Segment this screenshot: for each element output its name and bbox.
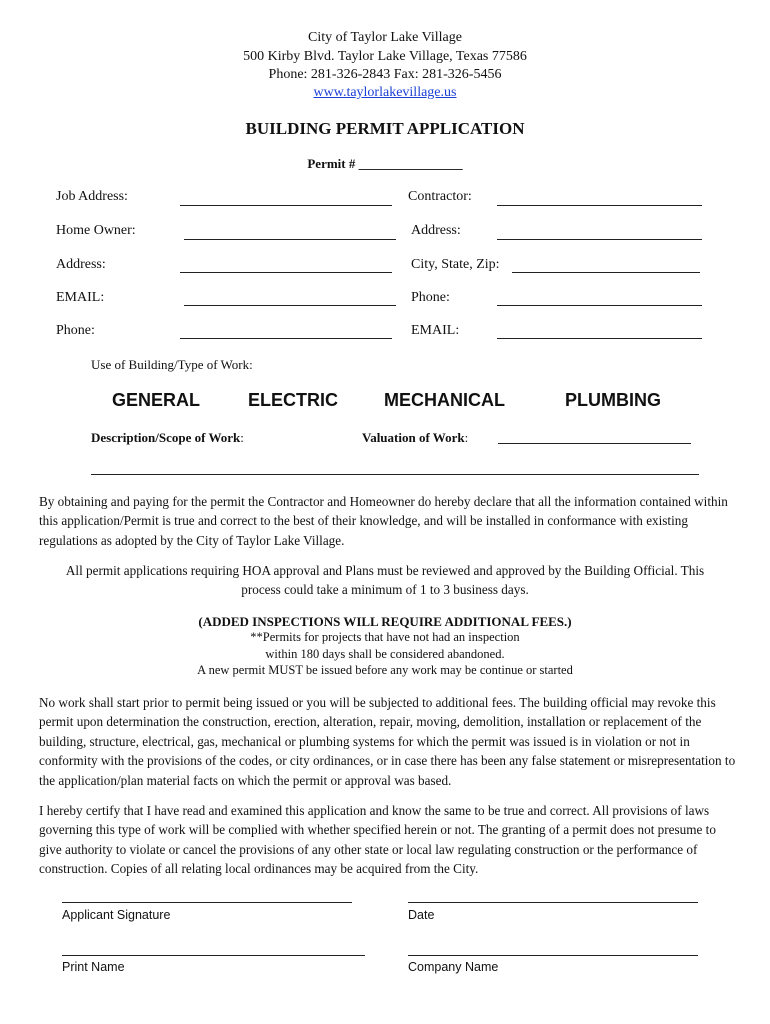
certification-paragraph: I hereby certify that I have read and examined this application and know the same to be true and correct. All provisions of laws governing this type of work will be complied with whether specified herein or not. The granting of a permit does not presume to give authority to violate or cancel the provisions of any other state or local law regulating construction or the performance of construction. Copies of all relating local ordinances may be acquired from the City. bbox=[39, 803, 716, 877]
city-state-zip-label: City, State, Zip: bbox=[411, 257, 500, 272]
home-owner-label: Home Owner: bbox=[56, 223, 136, 238]
abandoned-note-line2: within 180 days shall be considered abandoned. bbox=[265, 647, 505, 661]
declaration-paragraph: By obtaining and paying for the permit the Contractor and Homeowner do hereby declare that all the information contained within this application/Permit is true and correct to the best of their knowledge, and will be installed in conformance with existing regulations as adopted by the City of Taylor Lake Village. bbox=[39, 494, 728, 548]
owner-email-field[interactable] bbox=[184, 305, 396, 306]
description-colon: : bbox=[240, 430, 244, 445]
website-link[interactable]: www.taylorlakevillage.us bbox=[313, 85, 457, 100]
owner-address-field[interactable] bbox=[180, 272, 392, 273]
use-of-building-label: Use of Building/Type of Work: bbox=[91, 357, 253, 372]
contractor-phone-field[interactable] bbox=[497, 305, 702, 306]
date-label: Date bbox=[408, 908, 435, 922]
contractor-phone-label: Phone: bbox=[411, 290, 450, 305]
owner-email-label: EMAIL: bbox=[56, 290, 105, 305]
city-phone-fax: Phone: 281-326-2843 Fax: 281-326-5456 bbox=[268, 67, 502, 82]
print-name-label: Print Name bbox=[62, 960, 125, 974]
added-fees-notice: (ADDED INSPECTIONS WILL REQUIRE ADDITIONAL FEES.) bbox=[198, 614, 572, 629]
company-name-label: Company Name bbox=[408, 960, 499, 974]
contractor-field[interactable] bbox=[497, 205, 702, 206]
city-name: City of Taylor Lake Village bbox=[308, 30, 462, 45]
contractor-address-field[interactable] bbox=[497, 239, 702, 240]
print-name-field[interactable] bbox=[62, 955, 365, 956]
valuation-field[interactable] bbox=[498, 443, 691, 444]
date-field[interactable] bbox=[408, 902, 698, 903]
description-label: Description/Scope of Work bbox=[91, 430, 241, 445]
contractor-label: Contractor: bbox=[408, 189, 472, 204]
hoa-notice-line1: All permit applications requiring HOA approval and Plans must be reviewed and approved by the Building Official. This bbox=[65, 563, 705, 578]
page-title: BUILDING PERMIT APPLICATION bbox=[245, 119, 525, 138]
contractor-address-label: Address: bbox=[411, 223, 461, 238]
job-address-field[interactable] bbox=[180, 205, 392, 206]
owner-address-label: Address: bbox=[56, 257, 106, 272]
job-address-label: Job Address: bbox=[56, 189, 128, 204]
contractor-email-field[interactable] bbox=[497, 338, 702, 339]
contractor-email-label: EMAIL: bbox=[411, 323, 460, 338]
owner-phone-label: Phone: bbox=[56, 323, 95, 338]
work-type-plumbing[interactable]: PLUMBING bbox=[565, 390, 661, 410]
city-address: 500 Kirby Blvd. Taylor Lake Village, Texas 77586 bbox=[243, 49, 527, 64]
abandoned-note-line1: **Permits for projects that have not had an inspection bbox=[250, 630, 520, 644]
owner-phone-field[interactable] bbox=[180, 338, 392, 339]
company-name-field[interactable] bbox=[408, 955, 698, 956]
description-field[interactable] bbox=[91, 474, 699, 475]
home-owner-field[interactable] bbox=[184, 239, 396, 240]
work-type-mechanical[interactable]: MECHANICAL bbox=[384, 390, 505, 410]
city-state-zip-field[interactable] bbox=[512, 272, 700, 273]
hoa-notice-line2: process could take a minimum of 1 to 3 business days. bbox=[241, 582, 529, 597]
work-type-electric[interactable]: ELECTRIC bbox=[248, 390, 338, 410]
applicant-signature-field[interactable] bbox=[62, 902, 352, 903]
permit-number-field[interactable]: Permit # ________________ bbox=[307, 156, 463, 171]
work-type-general[interactable]: GENERAL bbox=[112, 390, 201, 410]
revocation-paragraph: No work shall start prior to permit being issued or you will be subjected to additional fees. The building official may revoke this permit upon determination the construction, erection, alteration, repair, moving, demolition, installation or replacement of the building, structure, electrical, gas, mechanical or plumbing systems for which the permit was issued is in violation or not in conformity with the provisions of the codes, or city ordinances, or in case there has been any false statement or misrepresentation to the application/plan material facts on which the permit or approval was based. bbox=[39, 695, 736, 788]
applicant-signature-label: Applicant Signature bbox=[62, 908, 171, 922]
valuation-colon: : bbox=[464, 430, 469, 445]
abandoned-note-line3: A new permit MUST be issued before any work may be continue or started bbox=[197, 663, 573, 677]
valuation-label: Valuation of Work bbox=[362, 430, 465, 445]
